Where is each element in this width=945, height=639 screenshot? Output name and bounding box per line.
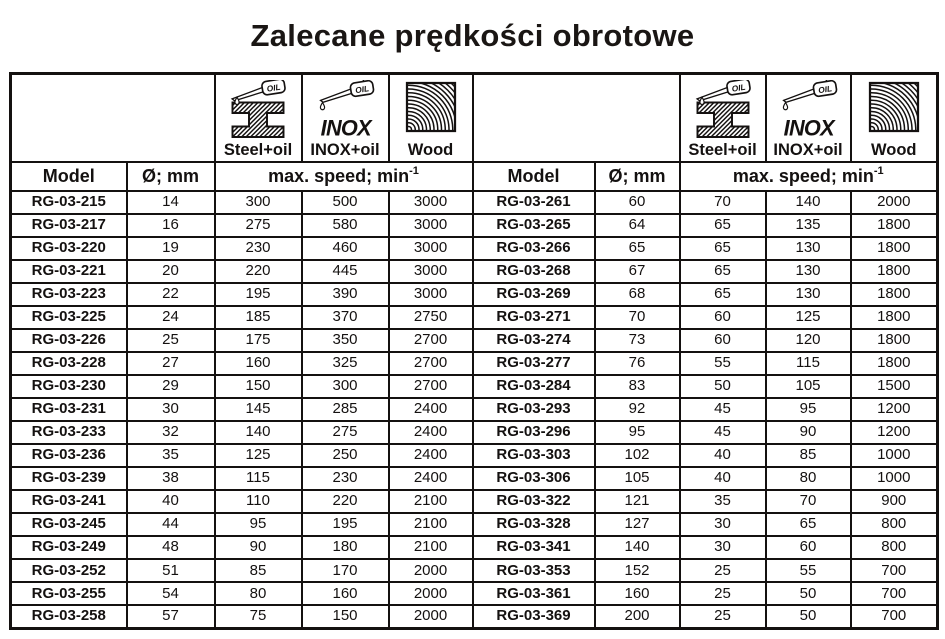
- model-cell: RG-03-223: [11, 283, 127, 306]
- steel-oil-cell: 70: [680, 191, 766, 214]
- wood-cell: 1800: [851, 352, 938, 375]
- table-row: [11, 352, 938, 375]
- table-row: [11, 444, 938, 467]
- table-body: [11, 191, 938, 629]
- wood-cell: 2100: [389, 536, 473, 559]
- diameter-cell: 95: [595, 421, 680, 444]
- diameter-cell: 200: [595, 605, 680, 628]
- steel-oil-cell: 75: [215, 605, 302, 628]
- model-cell: RG-03-230: [11, 375, 127, 398]
- inox-oil-cell: 300: [302, 375, 389, 398]
- diameter-cell: 92: [595, 398, 680, 421]
- steel-oil-cell: 45: [680, 421, 766, 444]
- inox-oil-cell: 80: [766, 467, 851, 490]
- diameter-header-left: Ø; mm: [127, 162, 215, 191]
- diameter-cell: 102: [595, 444, 680, 467]
- diameter-cell: 68: [595, 283, 680, 306]
- steel-oil-cell: 40: [680, 444, 766, 467]
- diameter-cell: 44: [127, 513, 215, 536]
- inox-oil-cell: 130: [766, 260, 851, 283]
- wood-cell: 2700: [389, 329, 473, 352]
- diameter-cell: 105: [595, 467, 680, 490]
- table-row: [11, 421, 938, 444]
- model-cell: RG-03-231: [11, 398, 127, 421]
- steel-oil-cell: 90: [215, 536, 302, 559]
- model-cell: RG-03-255: [11, 582, 127, 605]
- wood-cell: 900: [851, 490, 938, 513]
- model-cell: RG-03-274: [473, 329, 595, 352]
- steel-oil-cell: 220: [215, 260, 302, 283]
- inox-oil-label: INOX+oil: [773, 140, 843, 159]
- model-cell: RG-03-228: [11, 352, 127, 375]
- steel-oil-cell: 85: [215, 559, 302, 582]
- wood-cell: 3000: [389, 283, 473, 306]
- model-cell: RG-03-245: [11, 513, 127, 536]
- wood-cell: 1200: [851, 421, 938, 444]
- steel-oil-cell: 110: [215, 490, 302, 513]
- model-cell: RG-03-328: [473, 513, 595, 536]
- steel-oil-icon: [221, 80, 295, 140]
- steel-oil-cell: 55: [680, 352, 766, 375]
- steel-oil-cell: 65: [680, 214, 766, 237]
- model-cell: RG-03-258: [11, 605, 127, 628]
- wood-cell: 3000: [389, 260, 473, 283]
- inox-oil-label: INOX+oil: [310, 140, 380, 159]
- model-cell: RG-03-322: [473, 490, 595, 513]
- wood-cell: 1800: [851, 283, 938, 306]
- inox-oil-header-cell-right: [766, 74, 851, 163]
- model-cell: RG-03-226: [11, 329, 127, 352]
- model-cell: RG-03-233: [11, 421, 127, 444]
- steel-oil-cell: 50: [680, 375, 766, 398]
- inox-oil-cell: 130: [766, 237, 851, 260]
- wood-cell: 2400: [389, 467, 473, 490]
- model-cell: RG-03-241: [11, 490, 127, 513]
- inox-oil-cell: 350: [302, 329, 389, 352]
- wood-cell: 700: [851, 605, 938, 628]
- inox-oil-cell: 325: [302, 352, 389, 375]
- page-title: Zalecane prędkości obrotowe: [250, 18, 695, 53]
- model-cell: RG-03-341: [473, 536, 595, 559]
- model-cell: RG-03-284: [473, 375, 595, 398]
- diameter-cell: 127: [595, 513, 680, 536]
- steel-oil-cell: 30: [680, 536, 766, 559]
- wood-label: Wood: [407, 140, 454, 159]
- wood-icon: [857, 80, 931, 140]
- steel-oil-cell: 25: [680, 559, 766, 582]
- wood-header-cell-left: [389, 74, 473, 163]
- model-cell: RG-03-249: [11, 536, 127, 559]
- wood-cell: 2000: [851, 191, 938, 214]
- wood-cell: 2700: [389, 352, 473, 375]
- diameter-cell: 38: [127, 467, 215, 490]
- diameter-cell: 160: [595, 582, 680, 605]
- wood-cell: 2400: [389, 421, 473, 444]
- model-cell: RG-03-361: [473, 582, 595, 605]
- inox-oil-cell: 285: [302, 398, 389, 421]
- diameter-cell: 16: [127, 214, 215, 237]
- wood-cell: 2400: [389, 444, 473, 467]
- steel-oil-cell: 45: [680, 398, 766, 421]
- diameter-cell: 25: [127, 329, 215, 352]
- wood-cell: 3000: [389, 191, 473, 214]
- max-speed-header-right: [680, 162, 938, 191]
- diameter-cell: 51: [127, 559, 215, 582]
- table-row: [11, 513, 938, 536]
- table-row: [11, 191, 938, 214]
- model-cell: RG-03-239: [11, 467, 127, 490]
- wood-cell: 1800: [851, 329, 938, 352]
- steel-oil-cell: 275: [215, 214, 302, 237]
- steel-oil-cell: 65: [680, 283, 766, 306]
- steel-oil-cell: 30: [680, 513, 766, 536]
- wood-cell: 700: [851, 559, 938, 582]
- icon-header-row: [11, 74, 938, 163]
- diameter-cell: 140: [595, 536, 680, 559]
- inox-oil-icon: [771, 80, 845, 140]
- inox-oil-cell: 500: [302, 191, 389, 214]
- model-cell: RG-03-293: [473, 398, 595, 421]
- empty-corner-cell-right: [473, 74, 680, 163]
- wood-cell: 2100: [389, 513, 473, 536]
- inox-oil-cell: 160: [302, 582, 389, 605]
- table-row: [11, 605, 938, 628]
- inox-oil-cell: 135: [766, 214, 851, 237]
- table-row: [11, 490, 938, 513]
- model-cell: RG-03-306: [473, 467, 595, 490]
- column-header-row: [11, 162, 938, 191]
- model-cell: RG-03-277: [473, 352, 595, 375]
- steel-oil-icon: [686, 80, 760, 140]
- wood-cell: 1200: [851, 398, 938, 421]
- wood-cell: 700: [851, 582, 938, 605]
- wood-cell: 1800: [851, 237, 938, 260]
- table-row: [11, 582, 938, 605]
- wood-cell: 2750: [389, 306, 473, 329]
- model-header-right: Model: [473, 162, 595, 191]
- inox-oil-cell: 370: [302, 306, 389, 329]
- steel-oil-cell: 195: [215, 283, 302, 306]
- steel-oil-cell: 150: [215, 375, 302, 398]
- inox-oil-cell: 115: [766, 352, 851, 375]
- wood-cell: 2700: [389, 375, 473, 398]
- diameter-cell: 54: [127, 582, 215, 605]
- diameter-cell: 29: [127, 375, 215, 398]
- diameter-cell: 19: [127, 237, 215, 260]
- steel-oil-cell: 65: [680, 260, 766, 283]
- wood-icon: [394, 80, 468, 140]
- steel-oil-cell: 145: [215, 398, 302, 421]
- model-cell: RG-03-217: [11, 214, 127, 237]
- model-cell: RG-03-220: [11, 237, 127, 260]
- wood-cell: 1800: [851, 260, 938, 283]
- wood-cell: 3000: [389, 214, 473, 237]
- steel-oil-cell: 65: [680, 237, 766, 260]
- diameter-cell: 24: [127, 306, 215, 329]
- table-row: [11, 283, 938, 306]
- steel-oil-cell: 125: [215, 444, 302, 467]
- inox-oil-cell: 390: [302, 283, 389, 306]
- inox-oil-cell: 95: [766, 398, 851, 421]
- inox-oil-cell: 65: [766, 513, 851, 536]
- wood-label: Wood: [870, 140, 917, 159]
- wood-cell: 2000: [389, 582, 473, 605]
- wood-cell: 2400: [389, 398, 473, 421]
- table-row: [11, 306, 938, 329]
- steel-oil-cell: 60: [680, 306, 766, 329]
- inox-oil-cell: 230: [302, 467, 389, 490]
- inox-oil-cell: 90: [766, 421, 851, 444]
- wood-cell: 2100: [389, 490, 473, 513]
- inox-oil-cell: 50: [766, 605, 851, 628]
- diameter-cell: 40: [127, 490, 215, 513]
- diameter-cell: 57: [127, 605, 215, 628]
- wood-cell: 3000: [389, 237, 473, 260]
- diameter-cell: 121: [595, 490, 680, 513]
- model-cell: RG-03-225: [11, 306, 127, 329]
- model-cell: RG-03-236: [11, 444, 127, 467]
- steel-oil-label: Steel+oil: [223, 140, 293, 159]
- inox-oil-cell: 250: [302, 444, 389, 467]
- steel-oil-cell: 230: [215, 237, 302, 260]
- inox-oil-cell: 140: [766, 191, 851, 214]
- diameter-cell: 32: [127, 421, 215, 444]
- model-cell: RG-03-296: [473, 421, 595, 444]
- inox-oil-cell: 105: [766, 375, 851, 398]
- inox-oil-cell: 220: [302, 490, 389, 513]
- model-header-left: Model: [11, 162, 127, 191]
- model-cell: RG-03-266: [473, 237, 595, 260]
- table-row: [11, 559, 938, 582]
- diameter-cell: 83: [595, 375, 680, 398]
- inox-oil-cell: 125: [766, 306, 851, 329]
- wood-cell: 2000: [389, 559, 473, 582]
- diameter-cell: 76: [595, 352, 680, 375]
- diameter-cell: 14: [127, 191, 215, 214]
- model-cell: RG-03-369: [473, 605, 595, 628]
- model-cell: RG-03-261: [473, 191, 595, 214]
- inox-oil-cell: 150: [302, 605, 389, 628]
- inox-oil-cell: 50: [766, 582, 851, 605]
- diameter-cell: 27: [127, 352, 215, 375]
- wood-cell: 1000: [851, 444, 938, 467]
- inox-oil-cell: 130: [766, 283, 851, 306]
- inox-oil-cell: 170: [302, 559, 389, 582]
- inox-oil-cell: 70: [766, 490, 851, 513]
- inox-oil-cell: 120: [766, 329, 851, 352]
- wood-cell: 1800: [851, 306, 938, 329]
- empty-corner-cell-left: [11, 74, 215, 163]
- speed-table: [9, 72, 939, 630]
- diameter-cell: 65: [595, 237, 680, 260]
- table-row: [11, 375, 938, 398]
- steel-oil-header-cell-right: [680, 74, 766, 163]
- steel-oil-cell: 175: [215, 329, 302, 352]
- table-row: [11, 398, 938, 421]
- steel-oil-cell: 185: [215, 306, 302, 329]
- inox-oil-cell: 60: [766, 536, 851, 559]
- steel-oil-cell: 60: [680, 329, 766, 352]
- wood-cell: 1000: [851, 467, 938, 490]
- steel-oil-cell: 35: [680, 490, 766, 513]
- max-speed-exponent: -1: [873, 165, 884, 178]
- steel-oil-cell: 25: [680, 582, 766, 605]
- wood-cell: 800: [851, 536, 938, 559]
- wood-cell: 800: [851, 513, 938, 536]
- inox-oil-cell: 85: [766, 444, 851, 467]
- inox-oil-icon: [308, 80, 382, 140]
- max-speed-text: max. speed; min: [268, 166, 410, 187]
- max-speed-exponent: -1: [409, 165, 419, 178]
- table-row: [11, 329, 938, 352]
- inox-oil-cell: 445: [302, 260, 389, 283]
- inox-oil-cell: 460: [302, 237, 389, 260]
- wood-header-cell-right: [851, 74, 938, 163]
- diameter-cell: 67: [595, 260, 680, 283]
- steel-oil-cell: 95: [215, 513, 302, 536]
- wood-cell: 1500: [851, 375, 938, 398]
- diameter-cell: 70: [595, 306, 680, 329]
- wood-cell: 1800: [851, 214, 938, 237]
- steel-oil-cell: 140: [215, 421, 302, 444]
- diameter-cell: 22: [127, 283, 215, 306]
- steel-oil-cell: 80: [215, 582, 302, 605]
- model-cell: RG-03-221: [11, 260, 127, 283]
- table-row: [11, 467, 938, 490]
- model-cell: RG-03-303: [473, 444, 595, 467]
- diameter-cell: 73: [595, 329, 680, 352]
- wood-cell: 2000: [389, 605, 473, 628]
- inox-oil-header-cell-left: [302, 74, 389, 163]
- diameter-cell: 20: [127, 260, 215, 283]
- table-row: [11, 260, 938, 283]
- diameter-cell: 64: [595, 214, 680, 237]
- model-cell: RG-03-268: [473, 260, 595, 283]
- inox-oil-cell: 195: [302, 513, 389, 536]
- inox-oil-cell: 55: [766, 559, 851, 582]
- diameter-cell: 60: [595, 191, 680, 214]
- steel-oil-header-cell-left: [215, 74, 302, 163]
- diameter-cell: 152: [595, 559, 680, 582]
- model-cell: RG-03-252: [11, 559, 127, 582]
- model-cell: RG-03-353: [473, 559, 595, 582]
- diameter-cell: 35: [127, 444, 215, 467]
- diameter-header-right: Ø; mm: [595, 162, 680, 191]
- max-speed-text: max. speed; min: [732, 166, 874, 187]
- steel-oil-cell: 300: [215, 191, 302, 214]
- model-cell: RG-03-271: [473, 306, 595, 329]
- steel-oil-cell: 25: [680, 605, 766, 628]
- model-cell: RG-03-269: [473, 283, 595, 306]
- steel-oil-label: Steel+oil: [688, 140, 757, 159]
- inox-oil-cell: 275: [302, 421, 389, 444]
- diameter-cell: 48: [127, 536, 215, 559]
- table-row: [11, 237, 938, 260]
- table-row: [11, 536, 938, 559]
- model-cell: RG-03-215: [11, 191, 127, 214]
- steel-oil-cell: 115: [215, 467, 302, 490]
- max-speed-header-left: [215, 162, 473, 191]
- steel-oil-cell: 40: [680, 467, 766, 490]
- inox-oil-cell: 580: [302, 214, 389, 237]
- steel-oil-cell: 160: [215, 352, 302, 375]
- inox-oil-cell: 180: [302, 536, 389, 559]
- table-row: [11, 214, 938, 237]
- model-cell: RG-03-265: [473, 214, 595, 237]
- diameter-cell: 30: [127, 398, 215, 421]
